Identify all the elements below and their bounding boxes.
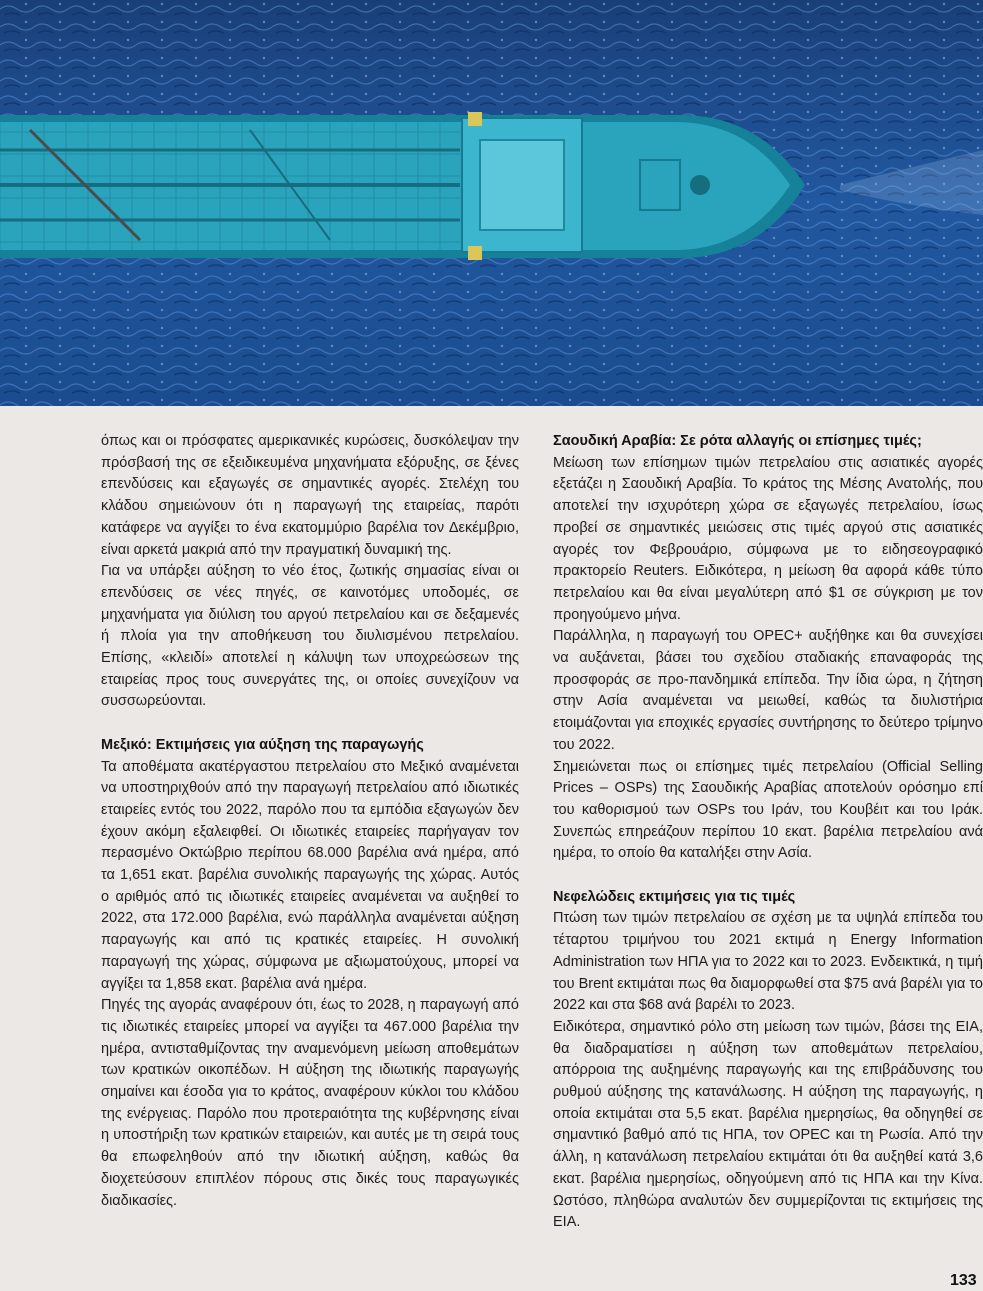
left-paragraph-3: Τα αποθέματα ακατέργαστου πετρελαίου στο Μεξικό αναμένεται να υποστηριχθούν από την παραγωγή πετρελαίου από ιδιωτικές εταιρείες εντός του 2022, παρόλο που τα εμπόδια εξαγωγών δεν έχουν ακόμη εξαλειφθεί. Οι ιδιωτικές εταιρείες παρήγαγαν τον περασμένο Οκτώβριο περίπου 68.000 βαρέλια ανά ημέρα, από τα 1,651 εκατ. βαρέλια συνολικής παραγωγής της χώρας. Αυτός ο αριθμός από τις ιδιωτικές εταιρείες αναμένεται να αυξηθεί το 2022, στα 172.000 βαρέλια, ενώ παράλληλα αναμένεται αύξηση παραγωγής και από τις κρατικές εταιρείες. Η συνολική παραγωγή της χώρας, σύμφωνα με αξιωματούχους, μπορεί να αγγίξει τα 1,858 εκατ. βαρέλια ανά ημέρα. <box>101 758 519 992</box>
prices-heading: Νεφελώδεις εκτιμήσεις για τις τιμές <box>553 888 796 905</box>
right-paragraph-2: Παράλληλα, η παραγωγή του OPEC+ αυξήθηκε και θα συνεχίσει να αυξάνεται, βάσει του σχεδίου σταδιακής επαναφοράς της προσφοράς σε προ-πανδημικά επίπεδα. Την ίδια ώρα, η ζήτηση στην Ασία αναμένεται να μειωθεί, καθώς τα διυλιστήρια ετοιμάζονται για εποχικές εργασίες συντήρησης το δεύτερο τρίμηνο του 2022. <box>553 628 983 753</box>
right-paragraph-5: Ειδικότερα, σημαντικό ρόλο στη μείωση των τιμών, βάσει της EIA, θα διαδραματίσει η αύξηση των αποθεμάτων πετρελαίου, απόρροια της αυξημένης παραγωγής και της επιβράδυνσης του ρυθμού αύξησης της κατανάλωσης. Η αύξηση της παραγωγής, η οποία εκτιμάται στα 5,5 εκατ. βαρέλια ημερησίως, θα οδηγηθεί σε σημαντικό βαθμό από τις ΗΠΑ, τον OPEC και τη Ρωσία. Από την άλλη, η κατανάλωση πετρελαίου εκτιμάται ότι θα αυξηθεί κατά 3,6 εκατ. βαρέλια ημερησίως, οδηγούμενη από τις ΗΠΑ και την Κίνα. Ωστόσο, πληθώρα αναλυτών δεν συμμερίζονται τις εκτιμήσεις της EIA. <box>553 1018 983 1231</box>
saudi-heading: Σαουδική Αραβία: Σε ρότα αλλαγής οι επίσημες τιμές; <box>553 433 922 449</box>
tanker-photo <box>0 0 983 406</box>
right-column <box>553 431 983 1234</box>
right-paragraph-4: Πτώση των τιμών πετρελαίου σε σχέση με τα υψηλά επίπεδα του τέταρτου τριμήνου του 2021 εκτιμά η Energy Information Administration των ΗΠΑ για το 2022 και το 2023. Ενδεικτικά, η τιμή του Brent εκτιμάται πως θα διαμορφωθεί στα $75 ανά βαρέλι για το 2022 και στα $68 ανά βαρέλι το 2023. <box>553 910 983 1014</box>
left-column <box>101 431 519 1212</box>
right-paragraph-1: Μείωση των επίσημων τιμών πετρελαίου στις ασιατικές αγορές εξετάζει η Σαουδική Αραβία. Το κράτος της Μέσης Ανατολής, που αποτελεί την ισχυρότερη χώρα σε εξαγωγές πετρελαίου, ίσως προβεί σε σημαντικές μειώσεις στις τιμές αργού στις ασιατικές αγορές τον Φεβρουάριο, σύμφωνα με το ειδησεογραφικό πρακτορείο Reuters. Ειδικότερα, η μείωση θα αφορά κάθε τύπο πετρελαίου και θα είναι μεγαλύτερη από $1 σε σύγκριση με τον προηγούμενο μήνα. <box>553 454 983 623</box>
oil-tanker-icon <box>0 0 983 406</box>
left-paragraph-1: όπως και οι πρόσφατες αμερικανικές κυρώσεις, δυσκόλεψαν την πρόσβασή της σε εξειδικευμένα μηχανήματα εξόρυξης, σε ξένες επενδύσεις και εξαγωγές σε σημαντικές αγορές. Στελέχη του κλάδου σημειώνουν ότι η παραγωγή της εταιρείας, παρότι κατάφερε να αγγίξει το ένα εκατομμύριο βαρέλια τον Δεκέμβριο, είναι αρκετά μακριά από την πραγματική δυναμική της. <box>101 433 519 558</box>
left-paragraph-2: Για να υπάρξει αύξηση το νέο έτος, ζωτικής σημασίας είναι οι επενδύσεις σε νέες πηγές, σε καινοτόμες υποδομές, σε μηχανήματα για διύλιση του αργού πετρελαίου και σε δεξαμενές ή πλοία για την αποθήκευση του διυλισμένου πετρελαίου. Επίσης, «κλειδί» αποτελεί η κάλυψη των υποχρεώσεων της εταιρείας προς τους συνεργάτες της, οι οποίες συνεχίζουν να συσσωρεύονται. <box>101 563 519 710</box>
left-paragraph-4: Πηγές της αγοράς αναφέρουν ότι, έως το 2028, η παραγωγή από τις ιδιωτικές εταιρείες μπορεί να αγγίξει τα 467.000 βαρέλια την ημέρα, αντισταθμίζοντας την αναμενόμενη μείωση αποθεμάτων των κρατικών οικοπέδων. Η αύξηση της ιδιωτικής παραγωγής σημαίνει και έσοδα για το κράτος, αναφέρουν κύκλοι του κλάδου της ενέργειας. Παρόλο που προτεραιότητα της κυβέρνησης είναι η υποστήριξη των κρατικών εταιρειών, και αυτές με τη σειρά τους θα επωφεληθούν από την ιδιωτική αύξηση, καθώς θα διοχετεύσουν επιπλέον πόρους στις δικές τους παραγωγικές διαδικασίες. <box>101 997 519 1209</box>
right-paragraph-3: Σημειώνεται πως οι επίσημες τιμές πετρελαίου (Official Selling Prices – OSPs) της Σαουδικής Αραβίας αποτελούν ορόσημο επί του καθορισμού των OSPs του Ιράν, του Κουβέιτ και του Ιράκ. Συνεπώς επηρεάζουν περίπου 10 εκατ. βαρέλια πετρελαίου ανά ημέρα, το οποίο θα καταλήξει στην Ασία. <box>553 758 983 862</box>
mexico-heading: Μεξικό: Εκτιμήσεις για αύξηση της παραγωγής <box>101 736 424 753</box>
page-number: 133 <box>950 1272 977 1289</box>
